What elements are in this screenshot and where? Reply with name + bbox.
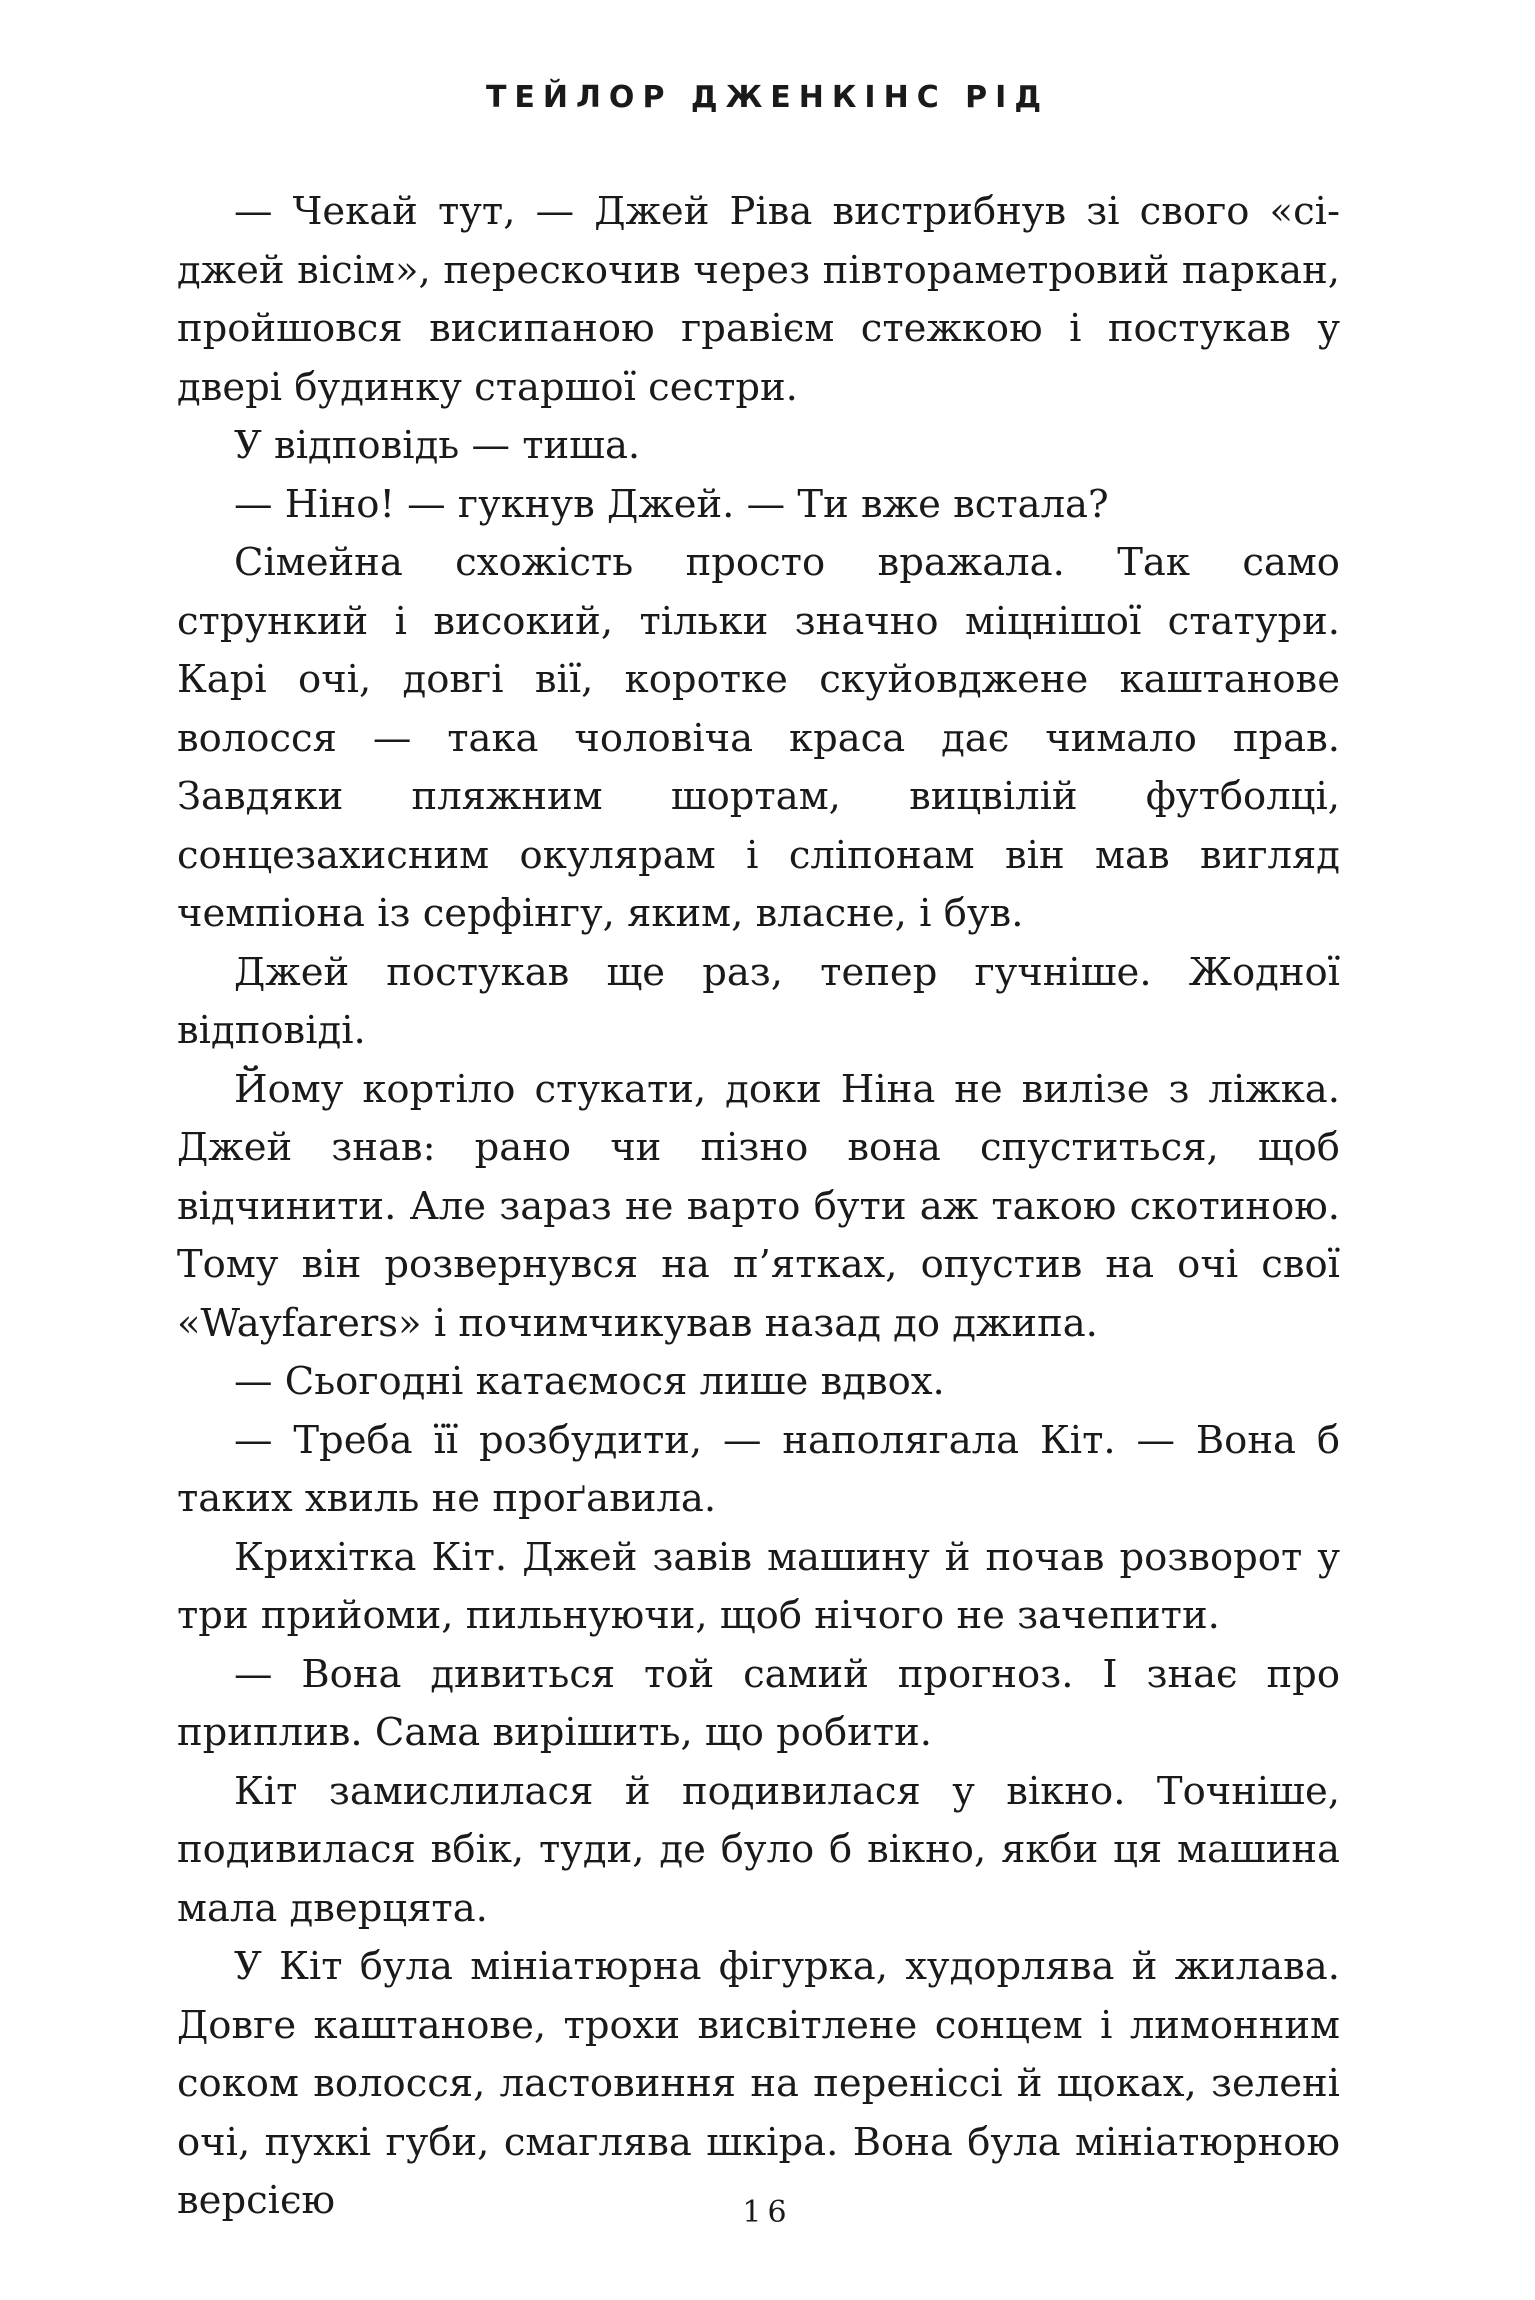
paragraph: Джей постукав ще раз, тепер гучніше. Жодної відповіді.	[177, 949, 1340, 1053]
paragraph: — Чекай тут, — Джей Ріва вистрибнув зі свого «сі-джей вісім», перескочив через півтораметровий паркан, пройшовся висипаною гравієм стежкою і постукав у двері будинку старшої сестри.	[177, 189, 1340, 410]
running-head: ТЕЙЛОР ДЖЕНКІНС РІД	[485, 80, 1050, 115]
paragraph: — Треба її розбудити, — наполягала Кіт. — Вона б таких хвиль не проґавила.	[177, 1417, 1340, 1521]
paragraph: У відповідь — тиша.	[234, 423, 641, 468]
paragraph: Сімейна схожість просто вражала. Так само стрункий і високий, тільки значно міцнішої статури. Карі очі, довгі вії, коротке скуйовджене каштанове волосся — така чоловіча краса дає чимало прав. Завдяки пляжним шортам, вицвілій футболці, сонцезахисним окулярам і сліпонам він мав вигляд чемпіона із серфінгу, яким, власне, і був.	[177, 540, 1340, 936]
paragraph: — Сьогодні катаємося лише вдвох.	[234, 1359, 945, 1404]
page-number: 16	[742, 2195, 793, 2230]
paragraph: У Кіт була мініатюрна фігурка, худорлява й жилава. Довге каштанове, трохи висвітлене сонцем і лимонним соком волосся, ластовиння на переніссі й щоках, зелені очі, пухкі губи, смаглява шкіра. Вона була мініатюрною версією	[177, 1944, 1340, 2223]
paragraph: Кіт замислилася й подивилася у вікно. Точніше, подивилася вбік, туди, де було б вікно, якби ця машина мала дверцята.	[177, 1768, 1340, 1931]
paragraph: — Вона дивиться той самий прогноз. І знає про приплив. Сама вирішить, що робити.	[177, 1651, 1340, 1755]
paragraph: Крихітка Кіт. Джей завів машину й почав розворот у три прийоми, пильнуючи, щоб нічого не зачепити.	[177, 1534, 1340, 1638]
body-text	[177, 183, 1340, 2231]
paragraph: — Ніно! — гукнув Джей. — Ти вже встала?	[234, 481, 1109, 527]
paragraph: Йому кортіло стукати, доки Ніна не вилізе з ліжка. Джей знав: рано чи пізно вона спуститься, щоб відчинити. Але зараз не варто бути аж такою скотиною. Тому він розвернувся на п’ятках, опустив на очі свої «Wayfarers» і почимчикував назад до джипа.	[177, 1066, 1340, 1346]
